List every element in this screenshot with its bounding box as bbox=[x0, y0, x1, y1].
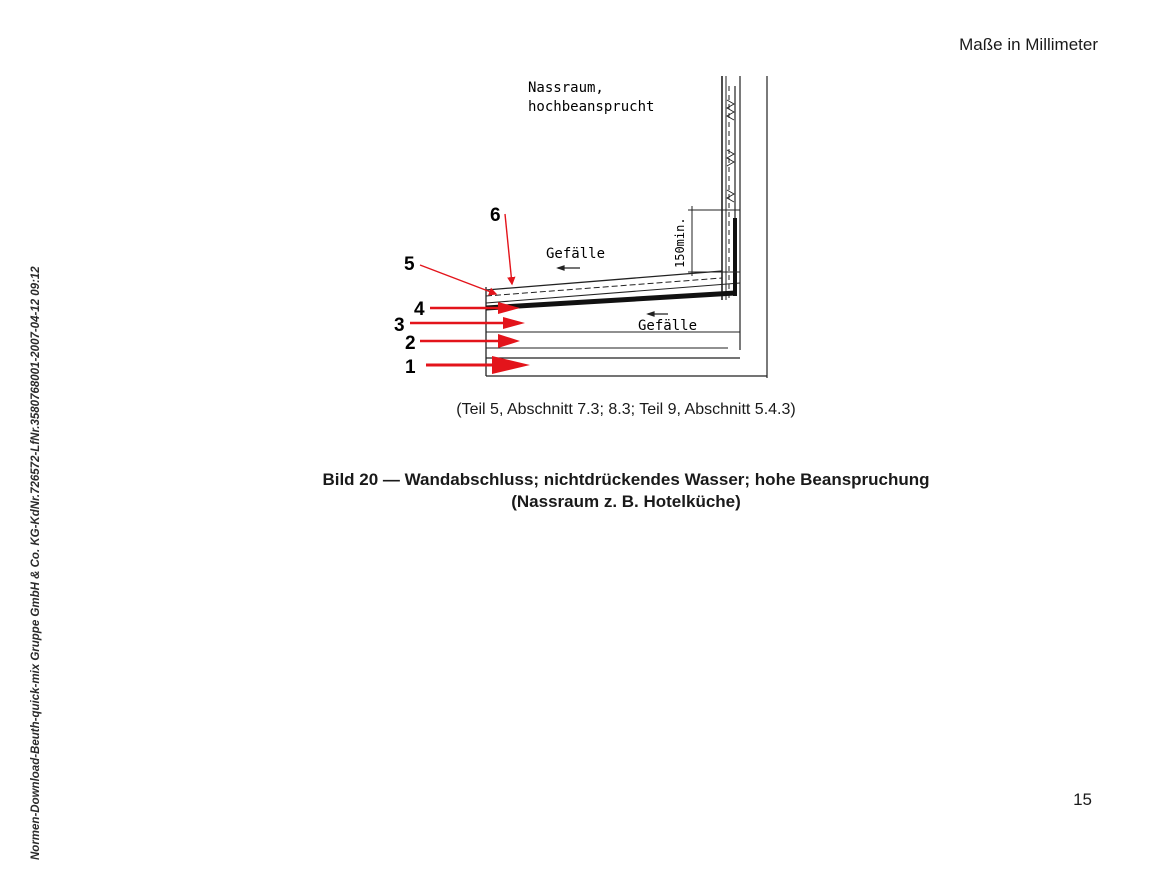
caption-line1: Bild 20 — Wandabschluss; nichtdrückendes Wasser; hohe Beanspruchung bbox=[322, 470, 930, 489]
callout-arrow-2 bbox=[420, 334, 520, 348]
section-reference: (Teil 5, Abschnitt 7.3; 8.3; Teil 9, Abschnitt 5.4.3) bbox=[456, 401, 796, 418]
callout-4: 4 bbox=[414, 299, 425, 320]
slope-arrow-upper bbox=[558, 266, 580, 270]
download-watermark: Normen-Download-Beuth-quick-mix Gruppe GmbH & Co. KG-KdNr.726572-LfNr.3580768001-2007-04-12 09:12 bbox=[30, 266, 42, 860]
callout-arrows bbox=[410, 214, 530, 374]
room-label-line1: Nassraum, bbox=[528, 80, 604, 96]
callout-arrow-6 bbox=[505, 214, 512, 284]
callout-5: 5 bbox=[404, 254, 415, 275]
wall-structure bbox=[722, 76, 767, 378]
callout-arrow-4 bbox=[430, 302, 520, 314]
dimension-label: 150min. bbox=[673, 217, 687, 268]
callout-arrow-3 bbox=[410, 317, 525, 329]
callout-3: 3 bbox=[394, 315, 405, 336]
slope-label-lower: Gefälle bbox=[638, 318, 698, 334]
callout-arrow-5 bbox=[420, 265, 496, 294]
page-number: 15 bbox=[1073, 790, 1092, 809]
dimension-150 bbox=[688, 206, 740, 276]
caption-line2: (Nassraum z. B. Hotelküche) bbox=[511, 492, 741, 511]
callout-1: 1 bbox=[405, 357, 416, 378]
callout-arrow-1 bbox=[426, 356, 530, 374]
callout-6: 6 bbox=[490, 205, 501, 226]
figure-caption bbox=[0, 469, 1152, 513]
floor-layers bbox=[486, 218, 767, 376]
room-label-line2: hochbeansprucht bbox=[528, 99, 655, 115]
units-note: Maße in Millimeter bbox=[959, 35, 1098, 54]
callout-2: 2 bbox=[405, 333, 416, 354]
slope-label-upper: Gefälle bbox=[546, 246, 606, 262]
slope-arrow-lower bbox=[648, 312, 668, 316]
